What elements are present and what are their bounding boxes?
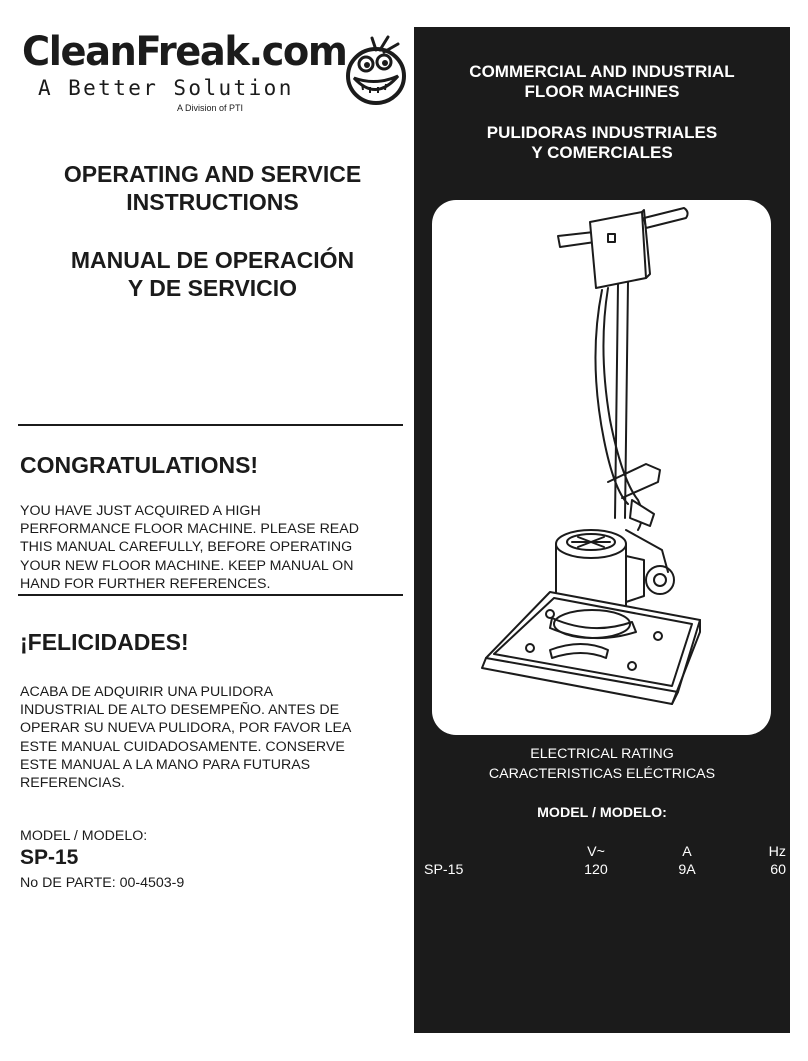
panel-title-line: COMMERCIAL AND INDUSTRIAL [469,62,735,81]
divider-top [18,424,403,426]
panel-title-spanish [414,123,790,163]
product-image-frame [432,200,771,735]
model-label: MODEL / MODELO: [20,828,148,844]
paragraph-line: YOUR NEW FLOOR MACHINE. KEEP MANUAL ON [20,557,354,574]
paragraph-line: REFERENCIAS. [20,775,125,792]
brand-division: A Division of PTI [177,103,244,113]
panel-title-line: Y COMERCIALES [531,143,673,162]
electrical-rating-label-spanish: CARACTERISTICAS ELÉCTRICAS [488,766,716,782]
paragraph-line: ESTE MANUAL A LA MANO PARA FUTURAS [20,756,311,773]
spec-header-voltage: V~ [587,844,605,860]
panel-title-line: PULIDORAS INDUSTRIALES [486,123,718,142]
title-english-line-2: INSTRUCTIONS [126,189,299,215]
spec-model-heading: MODEL / MODELO: [537,805,667,821]
paragraph-line: ACABA DE ADQUIRIR UNA PULIDORA [20,684,274,700]
felicidades-heading: ¡FELICIDADES! [20,629,189,655]
paragraph-line: YOU HAVE JUST ACQUIRED A HIGH [20,503,261,519]
smiling-face-mascot-icon [336,32,418,108]
paragraph-line: PERFORMANCE FLOOR MACHINE. PLEASE READ [20,521,359,538]
spec-header-amperage: A [682,844,692,860]
paragraph-line: ESTE MANUAL CUIDADOSAMENTE. CONSERVE [20,738,345,755]
title-english [20,160,405,216]
title-spanish-line-2: Y DE SERVICIO [127,275,298,301]
congratulations-heading: CONGRATULATIONS! [20,452,259,478]
panel-title-english [414,62,790,102]
spec-row-amperage: 9A [678,862,696,878]
brand-logo [22,28,412,124]
brand-tagline: A Better Solution [38,76,294,100]
electrical-rating-label: ELECTRICAL RATING [530,746,674,762]
title-english-line-1: OPERATING AND SERVICE [63,161,362,187]
paragraph-line: OPERAR SU NUEVA PULIDORA, POR FAVOR LEA [20,720,352,737]
title-spanish-line-1: MANUAL DE OPERACIÓN [70,247,355,273]
congratulations-text-spanish [20,683,405,792]
spec-row-voltage: 120 [584,862,608,878]
divider-middle [18,594,403,596]
brand-name: CleanFreak.com [22,29,347,75]
spec-header-frequency: Hz [768,844,786,860]
part-number: No DE PARTE: 00-4503-9 [20,875,185,891]
congratulations-text-english [20,502,405,593]
floor-machine-illustration [432,200,771,735]
panel-title-line: FLOOR MACHINES [524,82,680,101]
paragraph-line: INDUSTRIAL DE ALTO DESEMPEÑO. ANTES DE [20,702,340,719]
spec-row-frequency: 60 [770,862,786,878]
spec-row-model: SP-15 [424,862,464,878]
model-code: SP-15 [20,846,79,869]
paragraph-line: THIS MANUAL CAREFULLY, BEFORE OPERATING [20,539,353,556]
title-spanish [20,246,405,302]
paragraph-line: HAND FOR FURTHER REFERENCES. [20,575,271,592]
